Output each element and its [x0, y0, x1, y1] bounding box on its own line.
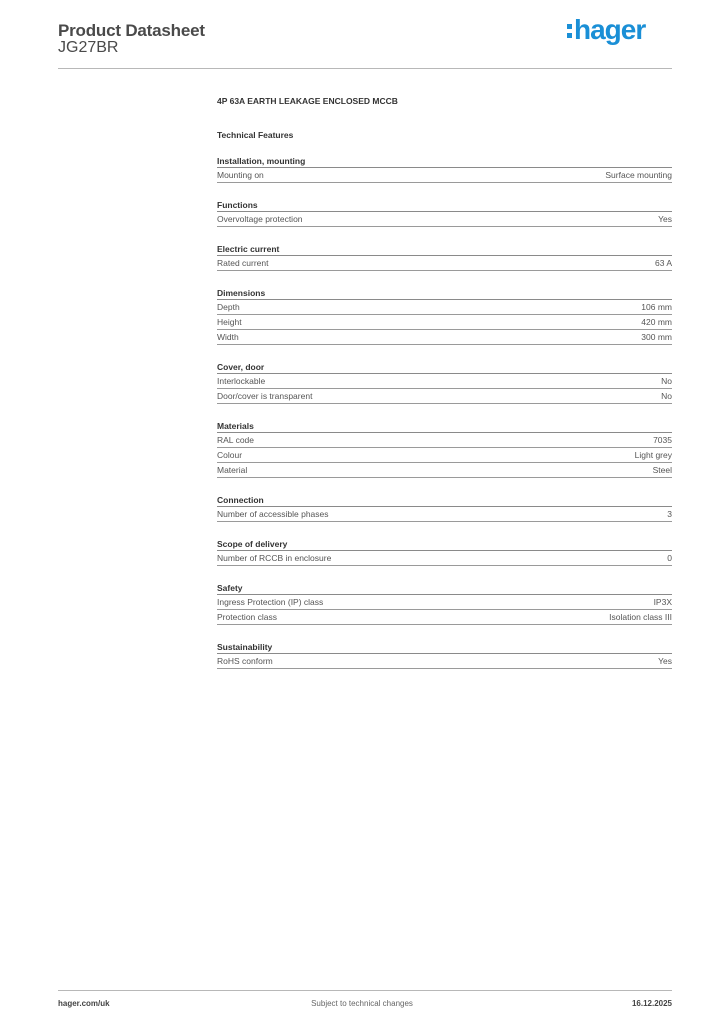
group-title: Dimensions — [217, 287, 672, 300]
feature-group — [217, 420, 672, 478]
feature-row — [217, 654, 672, 669]
group-title: Materials — [217, 420, 672, 433]
feature-label: Colour — [217, 450, 243, 460]
feature-label: RoHS conform — [217, 656, 273, 666]
feature-group — [217, 641, 672, 669]
feature-group — [217, 582, 672, 625]
product-name: 4P 63A EARTH LEAKAGE ENCLOSED MCCB — [217, 96, 398, 106]
feature-value: 106 mm — [641, 302, 672, 312]
feature-value: Light grey — [634, 450, 672, 460]
feature-label: Width — [217, 332, 239, 342]
group-title: Sustainability — [217, 641, 672, 654]
feature-value: Yes — [658, 656, 672, 666]
feature-group — [217, 361, 672, 404]
feature-groups — [217, 155, 672, 669]
feature-label: Ingress Protection (IP) class — [217, 597, 324, 607]
feature-row — [217, 507, 672, 522]
feature-label: Protection class — [217, 612, 277, 622]
feature-group — [217, 494, 672, 522]
feature-label: Number of accessible phases — [217, 509, 329, 519]
feature-label: Material — [217, 465, 248, 475]
hager-logo — [567, 16, 645, 44]
feature-group — [217, 243, 672, 271]
feature-row — [217, 595, 672, 610]
logo-dots-icon — [567, 24, 572, 38]
feature-value: No — [661, 376, 672, 386]
footer-divider — [58, 990, 672, 991]
header-divider — [58, 68, 672, 69]
feature-value: 3 — [667, 509, 672, 519]
feature-row — [217, 463, 672, 478]
feature-label: Number of RCCB in enclosure — [217, 553, 332, 563]
feature-value: Steel — [652, 465, 672, 475]
feature-group — [217, 155, 672, 183]
feature-value: 300 mm — [641, 332, 672, 342]
feature-row — [217, 212, 672, 227]
group-title: Scope of delivery — [217, 538, 672, 551]
feature-label: Rated current — [217, 258, 269, 268]
feature-value: Surface mounting — [605, 170, 672, 180]
feature-label: Interlockable — [217, 376, 266, 386]
group-title: Functions — [217, 199, 672, 212]
feature-row — [217, 256, 672, 271]
feature-label: Door/cover is transparent — [217, 391, 313, 401]
feature-label: Height — [217, 317, 242, 327]
feature-row — [217, 168, 672, 183]
feature-row — [217, 610, 672, 625]
feature-value: 420 mm — [641, 317, 672, 327]
group-title: Cover, door — [217, 361, 672, 374]
feature-value: 63 A — [654, 258, 672, 268]
feature-group — [217, 538, 672, 566]
feature-row — [217, 374, 672, 389]
feature-value: Yes — [658, 214, 672, 224]
technical-features-heading: Technical Features — [217, 130, 294, 140]
logo-text: hager — [574, 14, 646, 45]
feature-value: 7035 — [653, 435, 672, 445]
group-title: Connection — [217, 494, 672, 507]
feature-group — [217, 199, 672, 227]
group-title: Electric current — [217, 243, 672, 256]
group-title: Installation, mounting — [217, 155, 672, 168]
group-title: Safety — [217, 582, 672, 595]
feature-label: Overvoltage protection — [217, 214, 303, 224]
feature-label: RAL code — [217, 435, 255, 445]
feature-row — [217, 448, 672, 463]
feature-row — [217, 389, 672, 404]
feature-row — [217, 433, 672, 448]
feature-label: Mounting on — [217, 170, 264, 180]
footer-notice: Subject to technical changes — [311, 999, 413, 1008]
footer-website: hager.com/uk — [58, 999, 110, 1008]
datasheet-content — [217, 96, 672, 669]
feature-value: 0 — [667, 553, 672, 563]
product-code: JG27BR — [58, 39, 119, 56]
feature-row — [217, 330, 672, 345]
page-title: Product Datasheet — [58, 21, 205, 40]
feature-group — [217, 287, 672, 345]
feature-row — [217, 315, 672, 330]
footer-date: 16.12.2025 — [631, 999, 672, 1008]
feature-value: No — [661, 391, 672, 401]
feature-value: IP3X — [653, 597, 672, 607]
feature-row — [217, 551, 672, 566]
feature-row — [217, 300, 672, 315]
feature-label: Depth — [217, 302, 240, 312]
feature-value: Isolation class III — [609, 612, 672, 622]
